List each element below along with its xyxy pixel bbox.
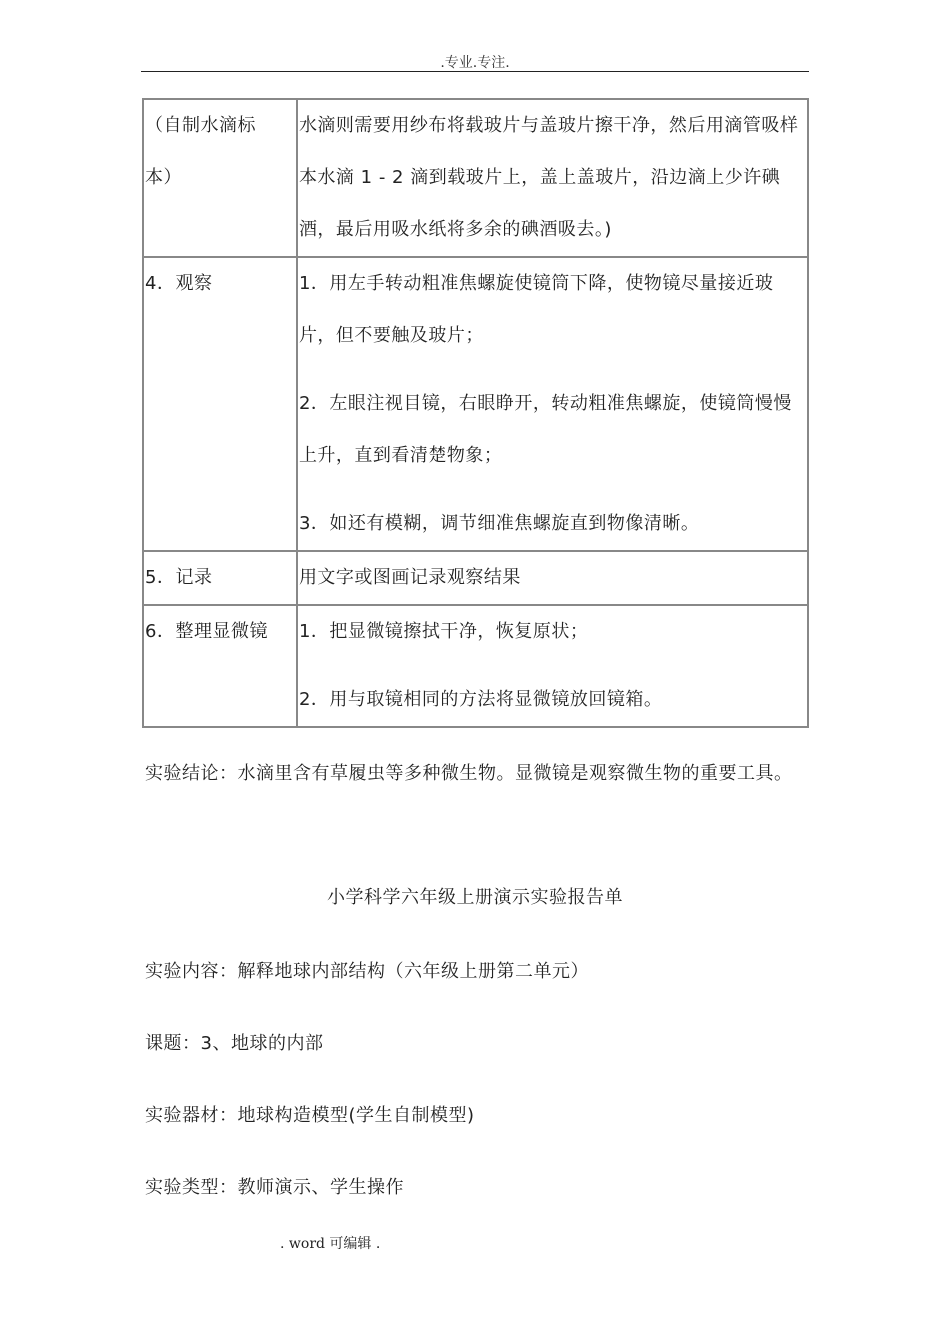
detail-cell [297, 257, 808, 551]
detail-text: 1．把显微镜擦拭干净，恢复原状； [298, 621, 589, 642]
table-row [143, 605, 808, 727]
step-label: 4．观察 [145, 273, 213, 294]
experiment-steps-table [142, 98, 809, 728]
detail-text: 2．左眼注视目镜，右眼睁开，转动粗准焦螺旋，使镜筒慢慢上升，直到看清楚物象； [298, 393, 792, 466]
table-row [143, 551, 808, 605]
detail-text: 水滴则需要用纱布将载玻片与盖玻片擦干净，然后用滴管吸样本水滴 1 - 2 滴到载玻片上，盖上盖玻片，沿边滴上少许碘酒，最后用吸水纸将多余的碘酒吸去。) [298, 115, 799, 240]
step-cell [143, 605, 297, 727]
experiment-type: 实验类型：教师演示、学生操作 [145, 1177, 404, 1198]
table-row [143, 99, 808, 257]
report-title: 小学科学六年级上册演示实验报告单 [327, 887, 623, 908]
step-cell [143, 551, 297, 605]
detail-text: 用文字或图画记录观察结果 [298, 567, 521, 588]
page-footer: . word 可编辑 . [280, 1236, 381, 1252]
detail-text: 3．如还有模糊，调节细准焦螺旋直到物像清晰。 [298, 513, 700, 534]
lesson-topic: 课题：3、地球的内部 [145, 1033, 324, 1054]
detail-cell [297, 99, 808, 257]
step-cell [143, 257, 297, 551]
detail-cell [297, 605, 808, 727]
experiment-content: 实验内容：解释地球内部结构（六年级上册第二单元） [145, 961, 589, 982]
experiment-materials: 实验器材：地球构造模型(学生自制模型) [145, 1105, 475, 1126]
step-label: 6．整理显微镜 [145, 621, 268, 642]
experiment-conclusion: 实验结论：水滴里含有草履虫等多种微生物。显微镜是观察微生物的重要工具。 [145, 763, 793, 784]
detail-text: 1．用左手转动粗准焦螺旋使镜筒下降，使物镜尽量接近玻片，但不要触及玻片； [298, 273, 774, 346]
header-rule [141, 71, 809, 72]
step-label: （自制水滴标本） [145, 115, 256, 188]
step-cell [143, 99, 297, 257]
detail-text: 2．用与取镜相同的方法将显微镜放回镜箱。 [298, 689, 663, 710]
table-row [143, 257, 808, 551]
page-header: .专业.专注. [440, 55, 510, 71]
detail-cell [297, 551, 808, 605]
step-label: 5．记录 [145, 567, 213, 588]
